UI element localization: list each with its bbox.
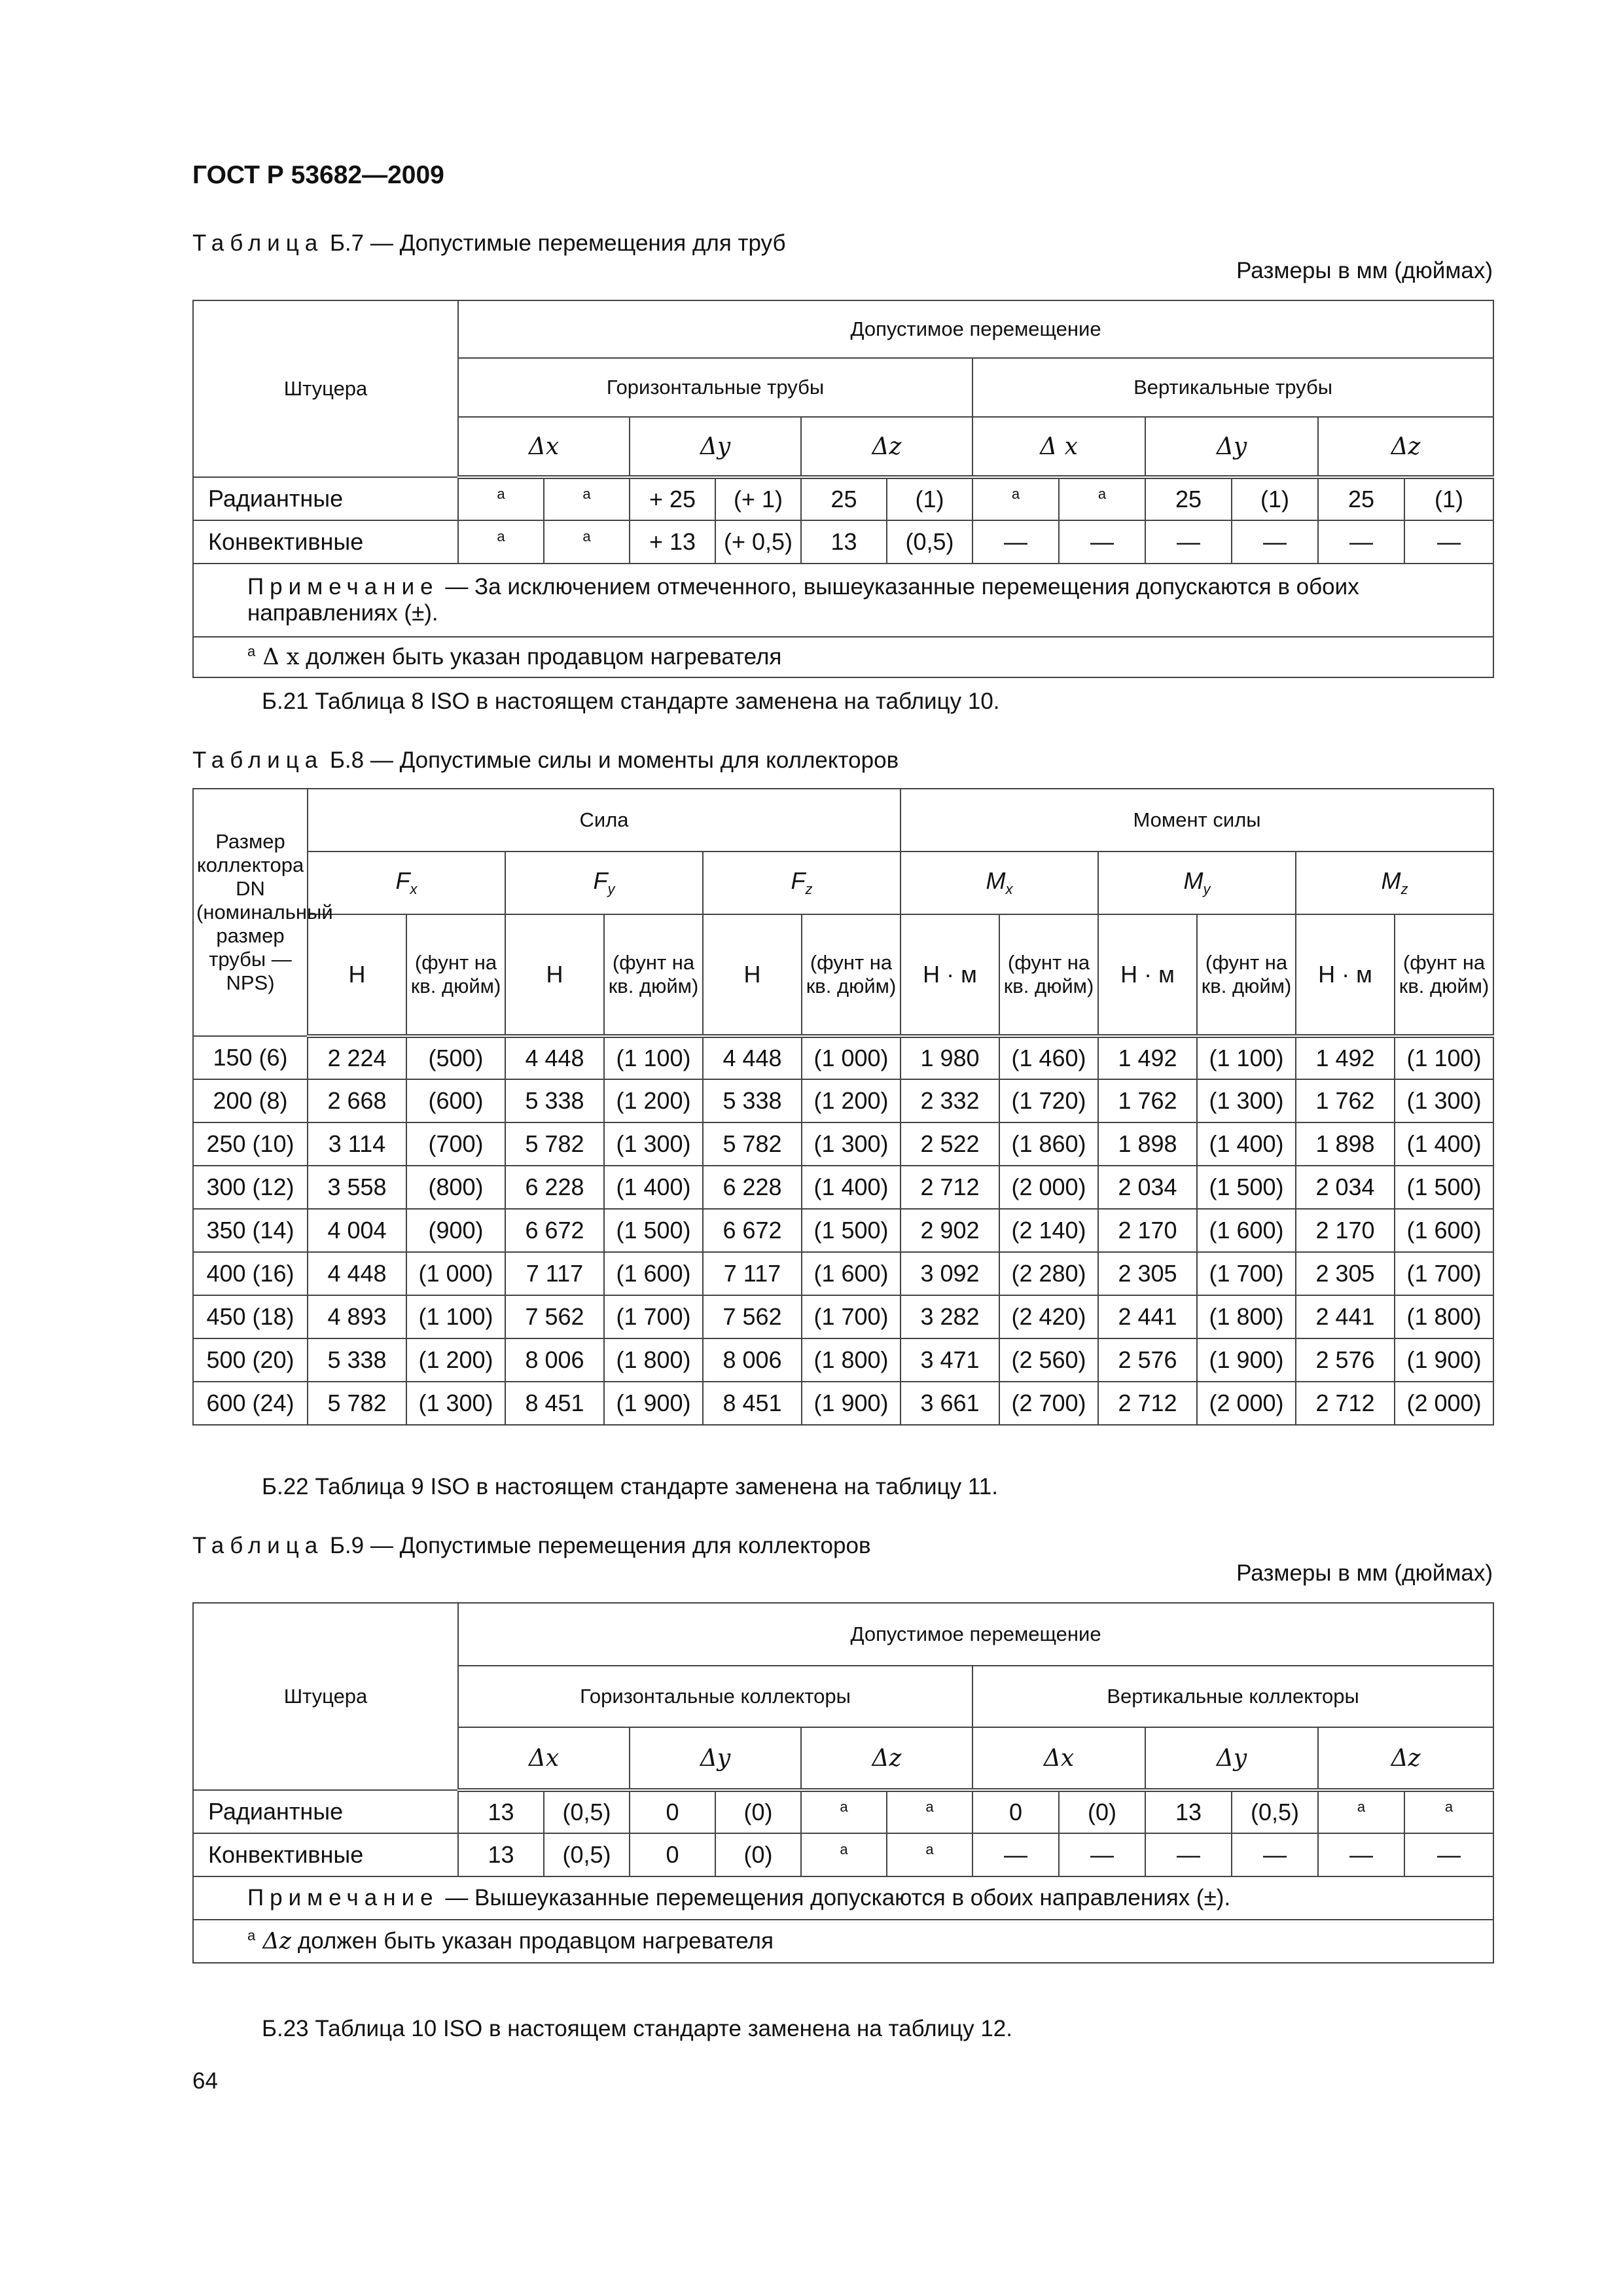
table-row: [193, 1209, 1493, 1252]
table9-note-text: — Вышеуказанные перемещения допускаются в обоих направлениях (±).: [438, 1885, 1231, 1910]
table-cell: (1 900): [802, 1382, 901, 1425]
table-cell: 2 902: [901, 1209, 999, 1252]
table-cell: 13: [801, 520, 887, 564]
table-cell: 13: [1145, 1790, 1232, 1833]
table-cell: 2 034: [1098, 1166, 1197, 1209]
table8-header-moment: Момент силы: [901, 789, 1493, 852]
table-cell: а: [458, 477, 544, 520]
table-cell: 3 661: [901, 1382, 999, 1425]
table-cell: (700): [406, 1122, 505, 1166]
table-row: [193, 1036, 1493, 1079]
table-cell: (1 000): [406, 1252, 505, 1295]
table-cell: (1 500): [802, 1209, 901, 1252]
table-cell: (2 700): [999, 1382, 1098, 1425]
table-cell: 5 782: [703, 1122, 802, 1166]
table-cell: (2 000): [1197, 1382, 1296, 1425]
table-cell: 3 471: [901, 1338, 999, 1382]
table8-caption: [192, 747, 899, 774]
paragraph-b23: Б.23 Таблица 10 ISO в настоящем стандарте заменена на таблицу 12.: [262, 2016, 1012, 2041]
table7-header-h-dy: Δy: [630, 417, 801, 477]
table-cell: —: [1232, 1833, 1318, 1876]
table-cell: (1 000): [802, 1036, 901, 1079]
table7-note: [193, 564, 1493, 637]
table8-body: [193, 1036, 1493, 1425]
table7-footnote: [193, 637, 1493, 677]
table7-header-v-dz: Δz: [1318, 417, 1493, 477]
table-row: [193, 1122, 1493, 1166]
table-cell: 6 228: [505, 1166, 604, 1209]
table7-header-horizontal: Горизонтальные трубы: [458, 358, 972, 417]
table-row: [193, 520, 1493, 564]
table-cell: (1 700): [802, 1295, 901, 1338]
table9-header-fittings: Штуцера: [193, 1603, 458, 1790]
table8-header-force: Сила: [308, 789, 901, 852]
table-cell: 2 712: [1098, 1382, 1197, 1425]
table-cell: а: [544, 520, 630, 564]
table8-size-cell: 500 (20): [193, 1338, 308, 1382]
table9-header-h-dy: Δy: [630, 1727, 801, 1790]
table-cell: (900): [406, 1209, 505, 1252]
table-cell: (1 500): [1197, 1166, 1296, 1209]
table7-header-v-dy: Δy: [1145, 417, 1318, 477]
table-cell: 1 492: [1098, 1036, 1197, 1079]
table-cell: —: [1059, 520, 1145, 564]
table-cell: (1 100): [1197, 1036, 1296, 1079]
table-cell: (0,5): [544, 1790, 630, 1833]
table-row: [193, 477, 1493, 520]
table7-header-h-dz: Δz: [801, 417, 972, 477]
table-cell: (0): [715, 1833, 801, 1876]
table8-unit-lbin: (фунт на кв. дюйм): [1395, 914, 1493, 1036]
table-cell: 2 576: [1098, 1338, 1197, 1382]
table8-allowed-forces-moments: [192, 788, 1494, 1426]
table-cell: + 13: [630, 520, 715, 564]
table9-row-name: Конвективные: [193, 1833, 458, 1876]
table-cell: 8 006: [505, 1338, 604, 1382]
table-cell: а: [1404, 1790, 1493, 1833]
table8-unit-lb: (фунт на кв. дюйм): [802, 914, 901, 1036]
table-cell: 1 898: [1296, 1122, 1395, 1166]
table-cell: (0): [1059, 1790, 1145, 1833]
table-cell: 2 712: [1296, 1382, 1395, 1425]
table-cell: (2 000): [999, 1166, 1098, 1209]
table-cell: (1 900): [1395, 1338, 1493, 1382]
table-row: [193, 1166, 1493, 1209]
table8-unit-lb: (фунт на кв. дюйм): [604, 914, 703, 1036]
table-cell: —: [1145, 1833, 1232, 1876]
table-cell: 2 170: [1098, 1209, 1197, 1252]
table-cell: 25: [1145, 477, 1232, 520]
table-cell: 7 117: [505, 1252, 604, 1295]
table-cell: (1): [1404, 477, 1493, 520]
table-cell: (500): [406, 1036, 505, 1079]
table-cell: 13: [458, 1790, 544, 1833]
table-cell: 6 672: [703, 1209, 802, 1252]
table9-caption: [192, 1533, 871, 1559]
table-cell: (1 460): [999, 1036, 1098, 1079]
table8-unit-lbin: (фунт на кв. дюйм): [1197, 914, 1296, 1036]
table-cell: (2 420): [999, 1295, 1098, 1338]
table-cell: 5 338: [505, 1079, 604, 1122]
table-cell: 4 448: [505, 1036, 604, 1079]
table9-header-h-dx: Δx: [458, 1727, 630, 1790]
table-row: [193, 1790, 1493, 1833]
table-row: [193, 1252, 1493, 1295]
table-cell: 7 117: [703, 1252, 802, 1295]
table-cell: (1 300): [604, 1122, 703, 1166]
table-cell: + 25: [630, 477, 715, 520]
table-cell: (1 200): [406, 1338, 505, 1382]
table-row: [193, 1382, 1493, 1425]
table-cell: —: [972, 1833, 1059, 1876]
table8-header-mz: $M_z$: [1296, 852, 1493, 914]
table-cell: (1 300): [1395, 1079, 1493, 1122]
table8-size-cell: 150 (6): [193, 1036, 308, 1079]
table-cell: (1 800): [1197, 1295, 1296, 1338]
table9-note: [193, 1876, 1493, 1920]
table-cell: (1 600): [802, 1252, 901, 1295]
table-cell: (1 600): [1395, 1209, 1493, 1252]
table-cell: 2 712: [901, 1166, 999, 1209]
table-cell: а: [1318, 1790, 1404, 1833]
table8-size-cell: 250 (10): [193, 1122, 308, 1166]
table-cell: 2 441: [1296, 1295, 1395, 1338]
table-cell: 2 305: [1098, 1252, 1197, 1295]
table9-allowed-displacements-collectors: [192, 1602, 1494, 1964]
table7-header-h-dx: Δx: [458, 417, 630, 477]
table9-caption-text: Б.9 — Допустимые перемещения для коллекторов: [323, 1533, 871, 1558]
table-cell: 3 114: [308, 1122, 406, 1166]
table-cell: (1 200): [604, 1079, 703, 1122]
table-cell: —: [1318, 520, 1404, 564]
table-cell: (1 800): [802, 1338, 901, 1382]
table-cell: (2 560): [999, 1338, 1098, 1382]
table7-header-fittings: Штуцера: [193, 300, 458, 477]
table-cell: 4 893: [308, 1295, 406, 1338]
table-cell: 2 305: [1296, 1252, 1395, 1295]
table7-units: Размеры в мм (дюймах): [1236, 258, 1493, 283]
table-cell: (1 720): [999, 1079, 1098, 1122]
table-cell: —: [1318, 1833, 1404, 1876]
table-cell: а: [972, 477, 1059, 520]
table-cell: а: [458, 520, 544, 564]
table-cell: (2 000): [1395, 1382, 1493, 1425]
table-cell: (1 100): [1395, 1036, 1493, 1079]
paragraph-b22: Б.22 Таблица 9 ISO в настоящем стандарте заменена на таблицу 11.: [262, 1474, 998, 1499]
table8-caption-lead: Таблица: [192, 747, 324, 773]
table-cell: —: [1404, 520, 1493, 564]
table-cell: —: [972, 520, 1059, 564]
table-cell: 25: [801, 477, 887, 520]
table9-header-vertical: Вертикальные коллекторы: [972, 1666, 1493, 1727]
table-cell: 3 558: [308, 1166, 406, 1209]
table-cell: (1 600): [1197, 1209, 1296, 1252]
table-cell: (1 800): [604, 1338, 703, 1382]
table-cell: (1 900): [604, 1382, 703, 1425]
table-cell: 2 332: [901, 1079, 999, 1122]
table9-note-lead: Примечание: [247, 1885, 439, 1910]
table-row: [193, 1833, 1493, 1876]
table-cell: (1 100): [406, 1295, 505, 1338]
table-cell: (+ 0,5): [715, 520, 801, 564]
table-cell: а: [801, 1833, 887, 1876]
table-cell: (1 860): [999, 1122, 1098, 1166]
table-cell: (1 500): [1395, 1166, 1493, 1209]
table-cell: (0,5): [544, 1833, 630, 1876]
table8-caption-text: Б.8 — Допустимые силы и моменты для коллекторов: [323, 747, 899, 773]
table-cell: (1 300): [802, 1122, 901, 1166]
paragraph-b21: Б.21 Таблица 8 ISO в настоящем стандарте заменена на таблицу 10.: [262, 689, 1000, 714]
table9-footnote-mark: а: [247, 1927, 256, 1944]
table-cell: 1 898: [1098, 1122, 1197, 1166]
table8-size-cell: 350 (14): [193, 1209, 308, 1252]
table-cell: а: [801, 1790, 887, 1833]
table-cell: 7 562: [703, 1295, 802, 1338]
table-cell: а: [887, 1790, 972, 1833]
table-cell: 8 006: [703, 1338, 802, 1382]
table-cell: а: [887, 1833, 972, 1876]
table-cell: (2 280): [999, 1252, 1098, 1295]
table9-caption-lead: Таблица: [192, 1533, 324, 1558]
table-cell: а: [544, 477, 630, 520]
table8-unit-nm: Н · м: [1296, 914, 1395, 1036]
table7-caption-lead: Таблица: [192, 230, 324, 256]
table-cell: (800): [406, 1166, 505, 1209]
table-cell: (1 700): [1395, 1252, 1493, 1295]
table-cell: (1 700): [604, 1295, 703, 1338]
table-cell: 5 338: [703, 1079, 802, 1122]
table-cell: 2 576: [1296, 1338, 1395, 1382]
table-cell: 4 004: [308, 1209, 406, 1252]
table-cell: 8 451: [505, 1382, 604, 1425]
table9-row-name: Радиантные: [193, 1790, 458, 1833]
table-cell: (1 100): [604, 1036, 703, 1079]
table7-header-vertical: Вертикальные трубы: [972, 358, 1493, 417]
table-cell: —: [1059, 1833, 1145, 1876]
table9-footnote-text: должен быть указан продавцом нагревателя: [291, 1928, 774, 1954]
table7-allowed-displacements-pipes: [192, 300, 1494, 678]
table9-header-v-dy: Δy: [1145, 1727, 1318, 1790]
table-cell: (0,5): [887, 520, 972, 564]
table7-row-name: Конвективные: [193, 520, 458, 564]
table-cell: (1 200): [802, 1079, 901, 1122]
table-cell: (600): [406, 1079, 505, 1122]
table-cell: 7 562: [505, 1295, 604, 1338]
table-cell: 8 451: [703, 1382, 802, 1425]
table8-size-cell: 450 (18): [193, 1295, 308, 1338]
table7-header-v-dx: Δ x: [972, 417, 1145, 477]
table9-header-horizontal: Горизонтальные коллекторы: [458, 1666, 972, 1727]
table8-size-cell: 300 (12): [193, 1166, 308, 1209]
table-cell: 6 228: [703, 1166, 802, 1209]
table-cell: 6 672: [505, 1209, 604, 1252]
table-cell: 1 980: [901, 1036, 999, 1079]
table8-header-mx: $M_x$: [901, 852, 1098, 914]
table8-unit-n: Н: [505, 914, 604, 1036]
table-cell: 5 338: [308, 1338, 406, 1382]
table-cell: —: [1145, 520, 1232, 564]
table7-footnote-text: должен быть указан продавцом нагревателя: [299, 644, 782, 670]
table-cell: 13: [458, 1833, 544, 1876]
table7-header-allowed: Допустимое перемещение: [458, 300, 1493, 358]
document-header: ГОСТ Р 53682—2009: [192, 161, 444, 189]
table-cell: 5 782: [505, 1122, 604, 1166]
table9-header-v-dx: Δx: [972, 1727, 1145, 1790]
table9-header-v-dz: Δz: [1318, 1727, 1493, 1790]
table-cell: 1 762: [1296, 1079, 1395, 1122]
table8-size-cell: 200 (8): [193, 1079, 308, 1122]
table-cell: (1 700): [1197, 1252, 1296, 1295]
table-cell: 0: [630, 1790, 715, 1833]
table9-header-h-dz: Δz: [801, 1727, 972, 1790]
table-cell: 3 282: [901, 1295, 999, 1338]
table7-footnote-mark: а: [247, 643, 256, 660]
table7-caption: [192, 230, 786, 257]
table-cell: (1 400): [604, 1166, 703, 1209]
table8-size-cell: 400 (16): [193, 1252, 308, 1295]
table-cell: (1 300): [406, 1382, 505, 1425]
table-cell: —: [1404, 1833, 1493, 1876]
table-cell: (2 140): [999, 1209, 1098, 1252]
table-cell: 4 448: [308, 1252, 406, 1295]
table-cell: 1 762: [1098, 1079, 1197, 1122]
table7-footnote-symbol: Δ x: [255, 644, 300, 670]
table8-unit-n: Н: [703, 914, 802, 1036]
table8-unit-lbin: (фунт на кв. дюйм): [999, 914, 1098, 1036]
table8-unit-nm: Н · м: [901, 914, 999, 1036]
table-cell: (1 400): [1197, 1122, 1296, 1166]
table-cell: 2 034: [1296, 1166, 1395, 1209]
table-row: [193, 1338, 1493, 1382]
table9-units: Размеры в мм (дюймах): [1236, 1560, 1493, 1586]
table-cell: 2 170: [1296, 1209, 1395, 1252]
table-cell: а: [1059, 477, 1145, 520]
table-cell: (1 300): [1197, 1079, 1296, 1122]
table-cell: (1 400): [1395, 1122, 1493, 1166]
table-cell: 4 448: [703, 1036, 802, 1079]
table-cell: 0: [630, 1833, 715, 1876]
table7-caption-text: Б.7 — Допустимые перемещения для труб: [323, 230, 786, 256]
table-cell: (0,5): [1232, 1790, 1318, 1833]
table-cell: 2 668: [308, 1079, 406, 1122]
table7-note-lead: Примечание: [247, 574, 439, 600]
table8-header-fx: $F_x$: [308, 852, 505, 914]
table-cell: 2 224: [308, 1036, 406, 1079]
table8-header-fz: $F_z$: [703, 852, 901, 914]
table-cell: —: [1232, 520, 1318, 564]
table-cell: (1 400): [802, 1166, 901, 1209]
table-cell: 5 782: [308, 1382, 406, 1425]
table-cell: 25: [1318, 477, 1404, 520]
table-cell: (0): [715, 1790, 801, 1833]
table8-unit-n: Н: [308, 914, 406, 1036]
table-cell: (1 800): [1395, 1295, 1493, 1338]
table-cell: (1): [887, 477, 972, 520]
table-cell: 2 441: [1098, 1295, 1197, 1338]
table9-header-allowed: Допустимое перемещение: [458, 1603, 1493, 1666]
table7-note-text: — За исключением отмеченного, вышеуказанные перемещения допускаются в обоих направлениях (±).: [247, 574, 1359, 626]
table-row: [193, 1079, 1493, 1122]
table-cell: 3 092: [901, 1252, 999, 1295]
table9-footnote-symbol: Δz: [255, 1928, 292, 1954]
table9-footnote: [193, 1920, 1493, 1963]
table-cell: (1 900): [1197, 1338, 1296, 1382]
table-cell: 1 492: [1296, 1036, 1395, 1079]
table-cell: (1): [1232, 477, 1318, 520]
table8-header-fy: $F_y$: [505, 852, 703, 914]
page-number: 64: [192, 2068, 218, 2094]
table-cell: (1 500): [604, 1209, 703, 1252]
table8-unit-lb: (фунт на кв. дюйм): [406, 914, 505, 1036]
table-cell: 0: [972, 1790, 1059, 1833]
table8-header-my: $M_y$: [1098, 852, 1296, 914]
table7-row-name: Радиантные: [193, 477, 458, 520]
table8-size-cell: 600 (24): [193, 1382, 308, 1425]
table-row: [193, 1295, 1493, 1338]
table-cell: (+ 1): [715, 477, 801, 520]
table-cell: 2 522: [901, 1122, 999, 1166]
table8-unit-nm: Н · м: [1098, 914, 1197, 1036]
table8-header-size: Размер коллектора DN (номинальный размер трубы — NPS): [193, 789, 308, 1036]
table-cell: (1 600): [604, 1252, 703, 1295]
